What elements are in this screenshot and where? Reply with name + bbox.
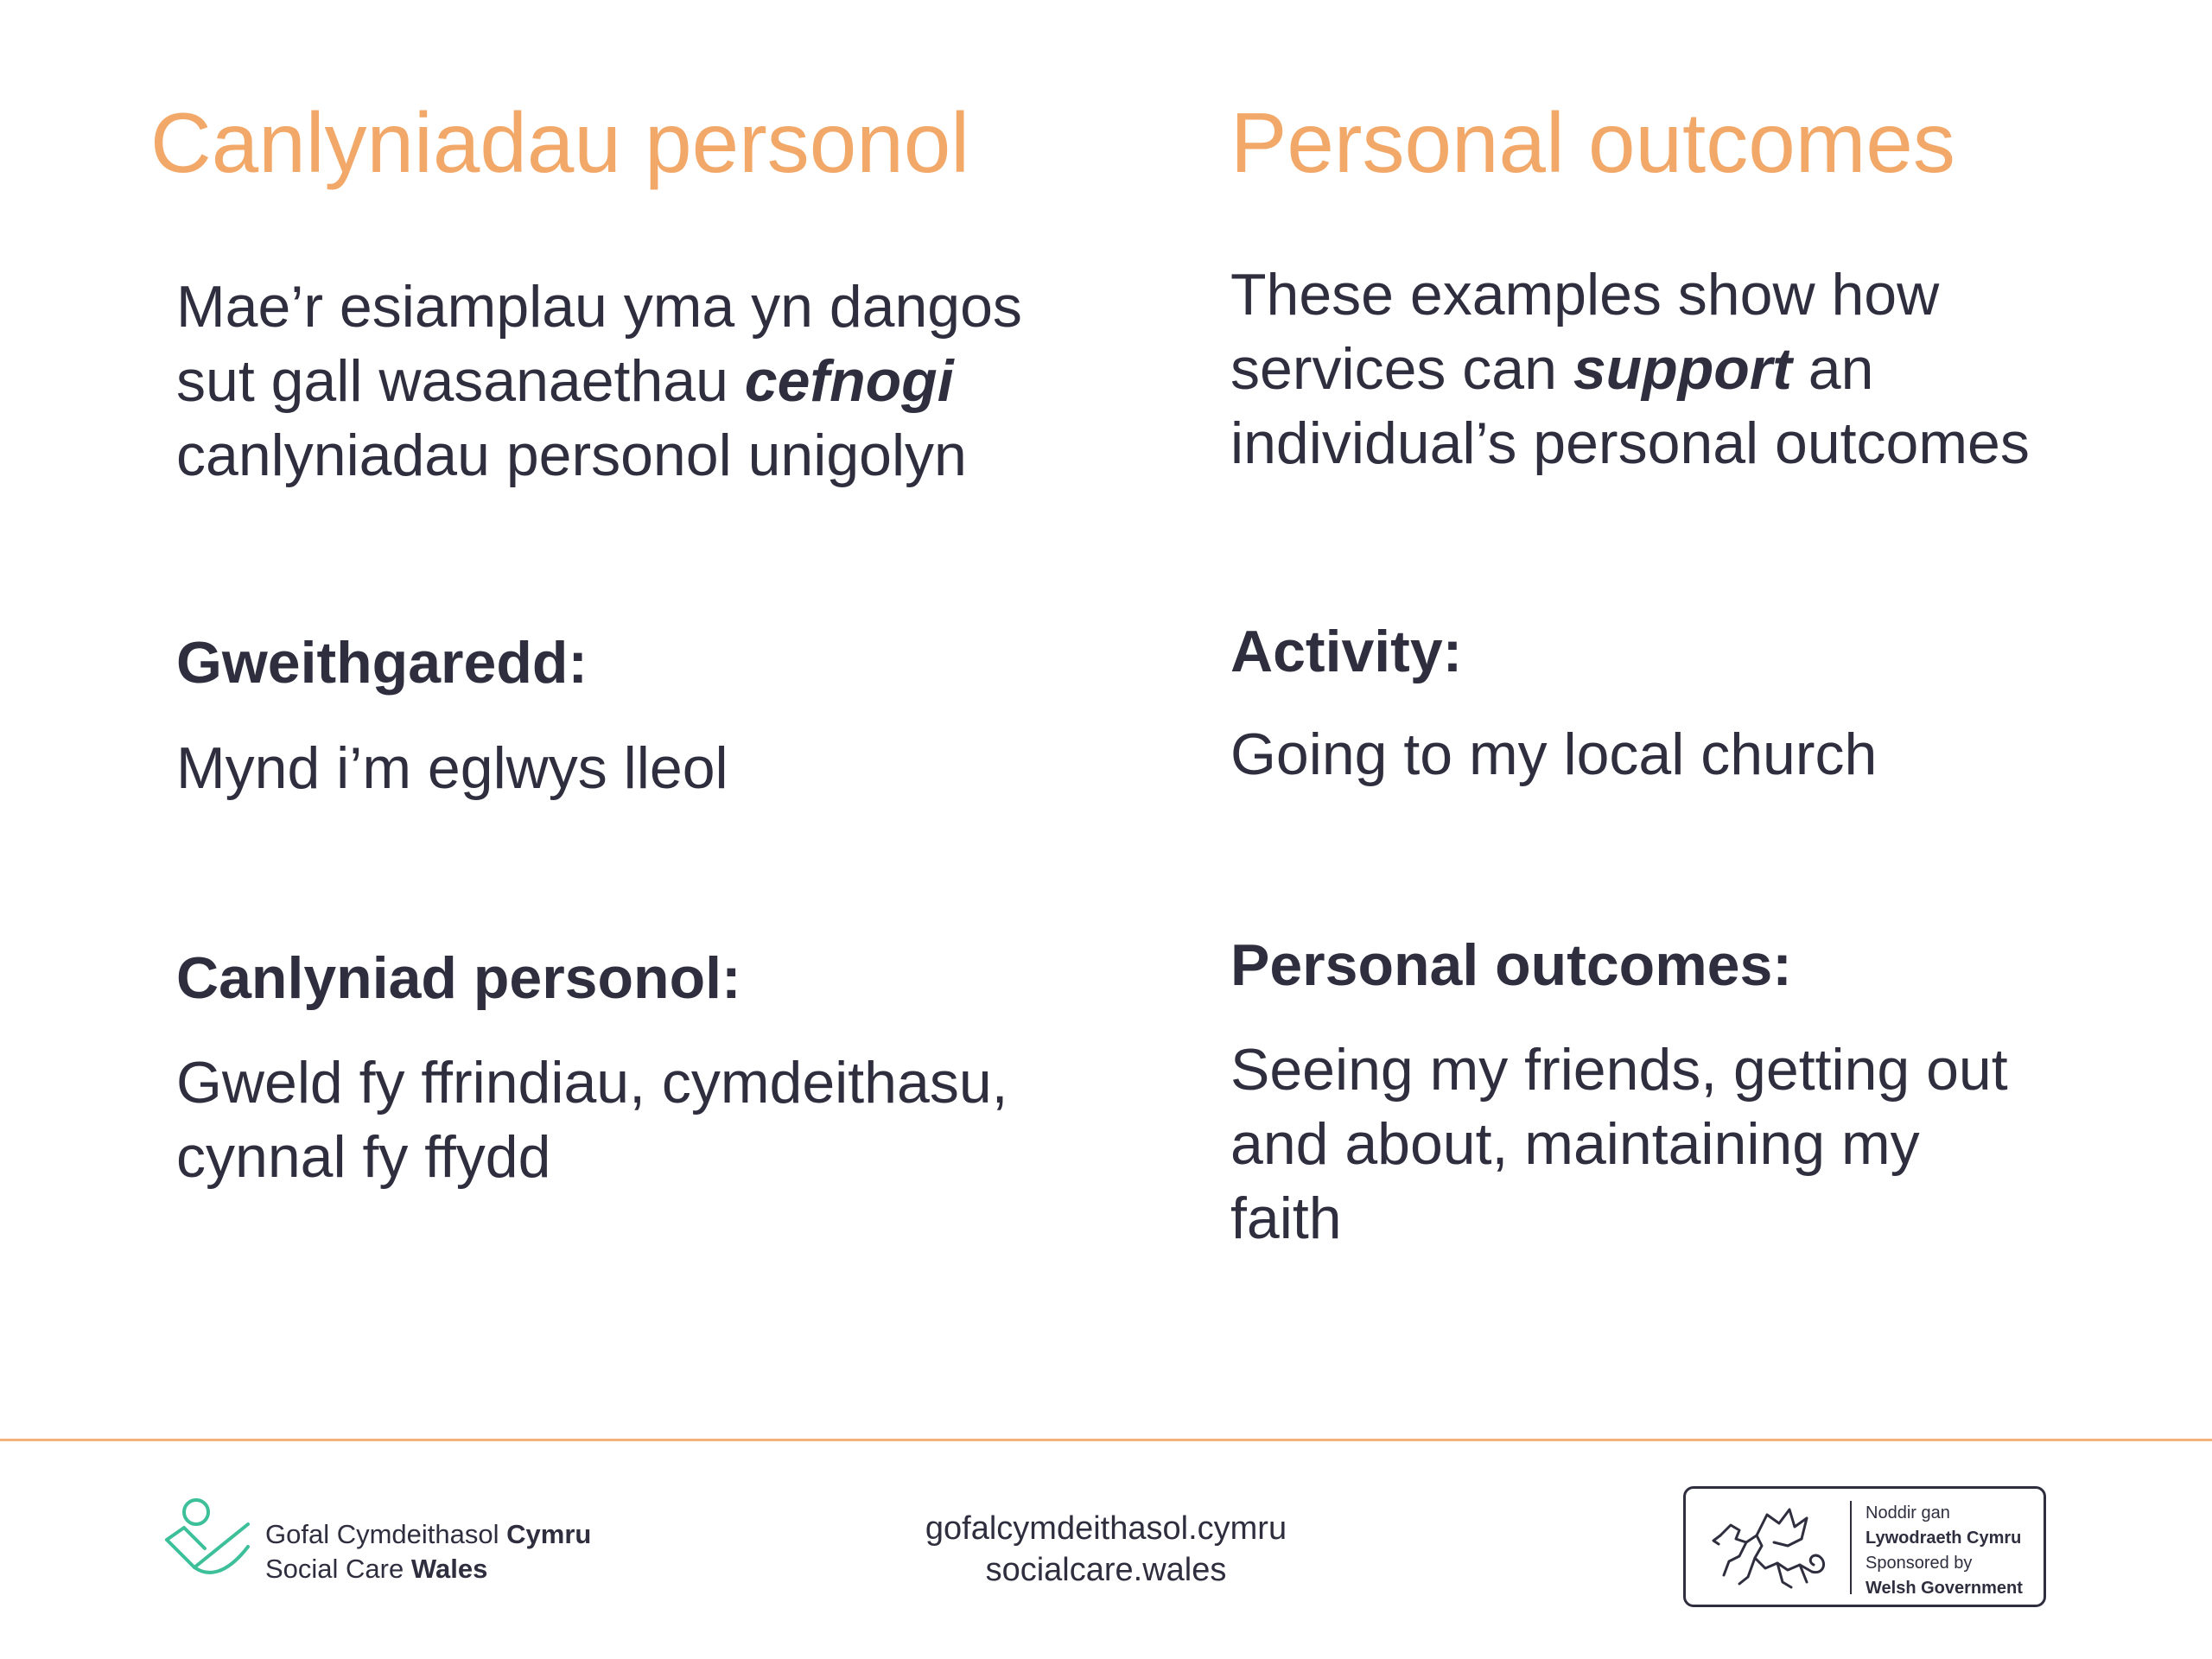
sponsor-text (1866, 1501, 2023, 1601)
english-intro-emphasis: support (1573, 336, 1792, 402)
logo-welsh-bold: Cymru (506, 1519, 592, 1549)
logo-wordmark (265, 1517, 591, 1586)
english-outcome-line1: Seeing my friends, getting out (1230, 1037, 2008, 1103)
sponsor-line4 (1866, 1576, 2023, 1601)
logo-english-bold: Wales (410, 1554, 488, 1584)
social-care-wales-icon (160, 1495, 255, 1590)
logo-line-english (265, 1552, 591, 1586)
url-english[interactable]: socialcare.wales (985, 1552, 1227, 1588)
sponsor-line1: Noddir gan (1866, 1503, 1950, 1522)
logo-welsh-regular: Gofal Cymdeithasol (265, 1519, 507, 1549)
footer-divider (0, 1439, 2212, 1441)
english-outcome-line3: faith (1230, 1185, 1342, 1251)
sponsor-line2-bold: Lywodraeth Cymru (1866, 1529, 2022, 1548)
welsh-intro-line2 (176, 344, 1144, 418)
welsh-outcome-label: Canlyniad personol: (176, 945, 741, 1011)
english-outcome-label: Personal outcomes: (1230, 932, 1792, 998)
url-welsh[interactable]: gofalcymdeithasol.cymru (925, 1510, 1287, 1547)
english-activity-text: Going to my local church (1230, 721, 1878, 787)
english-title: Personal outcomes (1230, 95, 1955, 190)
footer-urls (847, 1508, 1365, 1591)
sponsor-divider (1850, 1501, 1852, 1594)
welsh-outcome-text (176, 1046, 1144, 1194)
welsh-intro (176, 270, 1144, 493)
english-intro (1230, 257, 2198, 480)
welsh-activity-label: Gweithgaredd: (176, 630, 588, 696)
welsh-outcome-line1: Gweld fy ffrindiau, cymdeithasu, (176, 1050, 1008, 1116)
logo-line-welsh (265, 1517, 591, 1552)
welsh-intro-line1: Mae’r esiamplau yma yn dangos (176, 274, 1022, 340)
welsh-intro-line3: canlyniadau personol unigolyn (176, 423, 967, 488)
logo-english-regular: Social Care (265, 1554, 411, 1584)
sponsor-line3: Sponsored by (1866, 1554, 1973, 1573)
sponsor-line2 (1866, 1526, 2023, 1551)
welsh-dragon-icon (1705, 1501, 1834, 1594)
english-activity-label: Activity: (1230, 619, 1463, 684)
english-intro-line1: These examples show how (1230, 262, 1940, 327)
sponsor-line4-bold: Welsh Government (1866, 1579, 2023, 1598)
english-intro-line2-text: services can (1230, 336, 1573, 402)
welsh-activity-text: Mynd i’m eglwys lleol (176, 735, 728, 801)
welsh-government-sponsor-badge (1683, 1486, 2046, 1607)
english-intro-line2-tail: an (1791, 336, 1874, 402)
welsh-outcome-line2: cynnal fy ffydd (176, 1124, 551, 1190)
english-intro-line2 (1230, 332, 2198, 406)
welsh-title: Canlyniadau personol (150, 95, 969, 190)
english-outcome-line2: and about, maintaining my (1230, 1111, 1920, 1177)
welsh-intro-line2-text: sut gall wasanaethau (176, 348, 745, 414)
welsh-intro-emphasis: cefnogi (744, 348, 954, 414)
english-intro-line3: individual’s personal outcomes (1230, 410, 2030, 476)
english-outcome-text (1230, 1033, 2198, 1255)
social-care-wales-logo (160, 1495, 609, 1590)
